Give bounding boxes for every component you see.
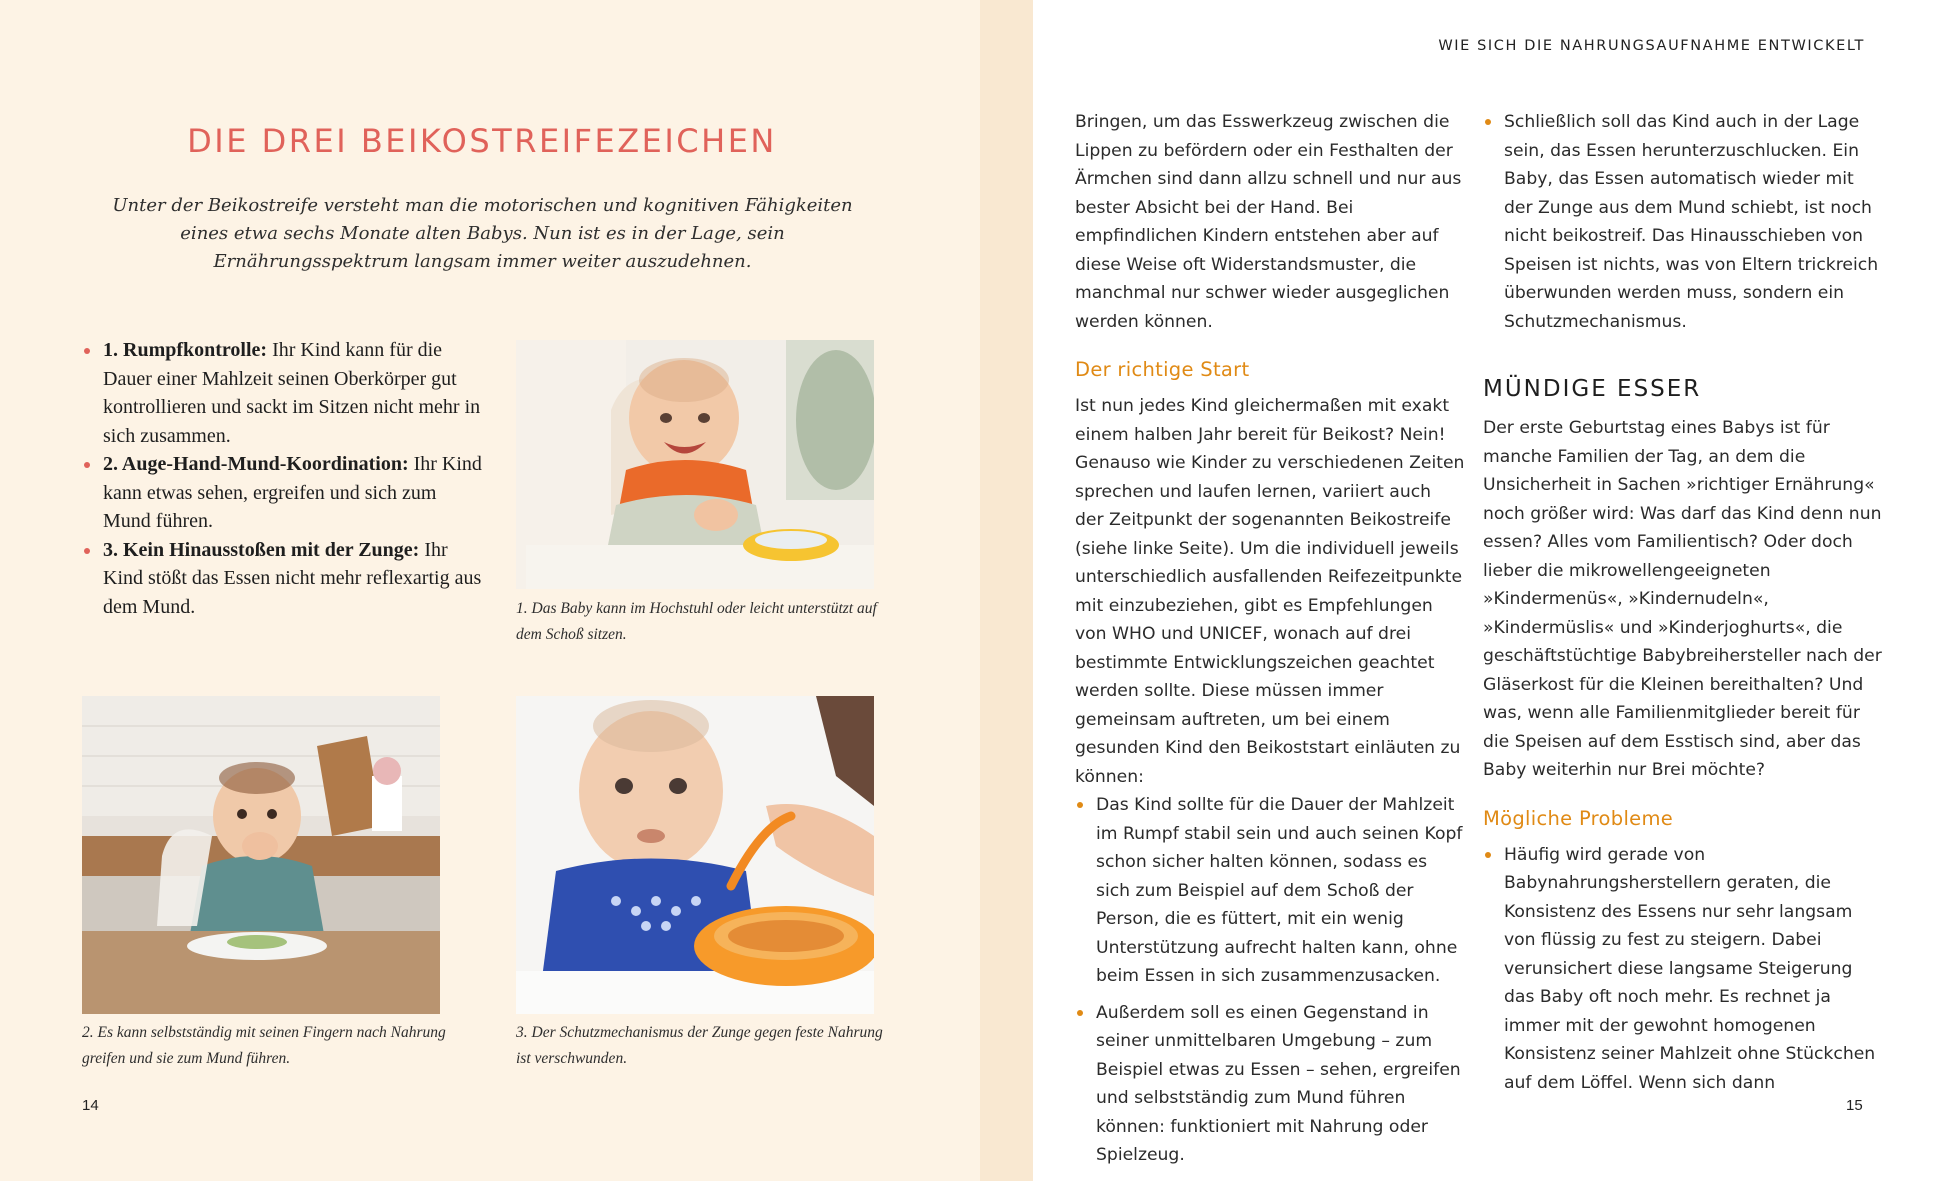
sign-label: 2. Auge-Hand-Mund-Koordination: bbox=[103, 453, 409, 475]
list-item bbox=[82, 536, 482, 622]
list-item: Außerdem soll es einen Gegenstand in seiner unmittelbaren Umgebung – zum Beispiel etwas zu Essen – sehen, ergreifen und selbstständig zum Mund führen können: funktioniert mit Nahrung oder Spielzeug. bbox=[1075, 999, 1465, 1170]
page-number-right: 15 bbox=[1846, 1097, 1863, 1114]
bullet-list bbox=[1483, 841, 1883, 1098]
book-gutter bbox=[980, 0, 1033, 1181]
running-head: WIE SICH DIE NAHRUNGSAUFNAHME ENTWICKELT bbox=[1438, 38, 1865, 54]
intro-text: Unter der Beikostreife versteht man die motorischen und kognitiven Fähigkeiten eines etwa sechs Monate alten Babys. Nun ist es in der Lage, sein Ernährungsspektrum langsam immer weiter auszudehnen. bbox=[112, 195, 853, 272]
paragraph: Bringen, um das Esswerkzeug zwischen die Lippen zu befördern oder ein Festhalten der Ärmchen sind dann allzu schnell und nur aus bester Absicht bei der Hand. Bei empfindlichen Kindern entstehen aber auf diese Weise oft Widerstandsmuster, die manchmal nur schwer wieder ausgeglichen werden können. bbox=[1075, 112, 1462, 332]
photo-baby-high-chair bbox=[516, 340, 874, 589]
paragraph: Ist nun jedes Kind gleichermaßen mit exakt einem halben Jahr bereit für Beikost? Nein! Genauso wie Kinder zu verschiedenen Zeiten sprechen und laufen lernen, variiert auch der Zeitpunkt der sogenannten Beikostreife (siehe linke Seite). Um die individuell jeweils unterschiedlich ausfallenden Reifezeitpunkte mit einzubeziehen, gibt es Empfehlungen von WHO und UNICEF, wonach auf drei bestimmte Entwicklungszeichen geachtet werden sollte. Diese müssen immer gemeinsam auftreten, um bei einem gesunden Kind den Beikoststart einläuten zu können: bbox=[1075, 396, 1465, 787]
sign-text: Ihr Kind stößt das Essen nicht mehr reflexartig aus dem Mund. bbox=[103, 538, 482, 618]
photo-caption: 2. Es kann selbstständig mit seinen Fingern nach Nahrung greifen und sie zum Mund führen. bbox=[82, 1024, 446, 1067]
paragraph: Der erste Geburtstag eines Babys ist für manche Familien der Tag, an dem die Unsicherheit in Sachen »richtiger Ernährung« noch größer wird: Was darf das Kind denn nun essen? Alles vom Familientisch? Oder doch lieber die mikrowellengeeigneten »Kindermenüs«, »Kindernudeln«, »Kindermüslis« und »Kinderjoghurts«, die geschäftstüchtige Babybreihersteller nach der Gläserkost für die Kleinen bereithalten? Und was, wenn alle Familienmitglieder bereit für die Speisen auf dem Esstisch sind, aber das Baby weiterhin nur Brei möchte? bbox=[1483, 418, 1882, 780]
sign-label: 3. Kein Hinausstoßen mit der Zunge: bbox=[103, 538, 420, 561]
photo-caption: 3. Der Schutzmechanismus der Zunge gegen feste Nahrung ist verschwunden. bbox=[516, 1024, 883, 1067]
page-number-left: 14 bbox=[82, 1097, 99, 1114]
text-column-2 bbox=[1483, 108, 1883, 1105]
subheading: Der richtige Start bbox=[1075, 358, 1250, 381]
sign-label: 1. Rumpfkontrolle: bbox=[103, 339, 268, 361]
list-item: Häufig wird gerade von Babynahrungsherstellern geraten, die Konsistenz des Essens nur sehr langsam von flüssig zu fest zu steigern. Dabei verunsichert diese langsame Steigerung das Baby oft noch mehr. Es rechnet ja immer mit der gewohnt homogenen Konsistenz seiner Mahlzeit ohne Stückchen auf dem Löffel. Wenn sich dann bbox=[1483, 841, 1883, 1098]
subheading: Mögliche Probleme bbox=[1483, 806, 1674, 830]
text-column-1 bbox=[1075, 108, 1465, 1178]
photo-caption: 1. Das Baby kann im Hochstuhl oder leicht unterstützt auf dem Schoß sitzen. bbox=[516, 600, 877, 643]
section-heading: MÜNDIGE ESSER bbox=[1483, 376, 1702, 402]
readiness-signs-list bbox=[82, 336, 482, 621]
bullet-list bbox=[1483, 108, 1883, 336]
page-title: DIE DREI BEIKOSTREIFEZEICHEN bbox=[187, 122, 777, 160]
photo-baby-spoon bbox=[516, 696, 874, 1014]
photo-toddler-eating bbox=[82, 696, 440, 1014]
bullet-list bbox=[1075, 791, 1465, 1170]
list-item: Schließlich soll das Kind auch in der Lage sein, das Essen herunterzuschlucken. Ein Baby, das Essen automatisch wieder mit der Zunge aus dem Mund schiebt, ist noch nicht beikostreif. Das Hinausschieben von Speisen ist nichts, was von Eltern trickreich überwunden werden muss, sondern ein Schutzmechanismus. bbox=[1483, 108, 1883, 336]
sign-text: Ihr Kind kann etwas sehen, ergreifen und sich zum Mund führen. bbox=[103, 453, 482, 532]
sign-text: Ihr Kind kann für die Dauer einer Mahlzeit seinen Oberkörper gut kontrollieren und sackt im Sitzen nicht mehr in sich zusammen. bbox=[103, 339, 481, 447]
list-item bbox=[82, 450, 482, 536]
list-item bbox=[82, 336, 482, 450]
list-item: Das Kind sollte für die Dauer der Mahlzeit im Rumpf stabil sein und auch seinen Kopf schon sicher halten können, sodass es sich zum Beispiel auf dem Schoß der Person, die es füttert, mit ein wenig Unterstützung aufrecht halten kann, ohne beim Essen in sich zusammenzusacken. bbox=[1075, 791, 1465, 991]
